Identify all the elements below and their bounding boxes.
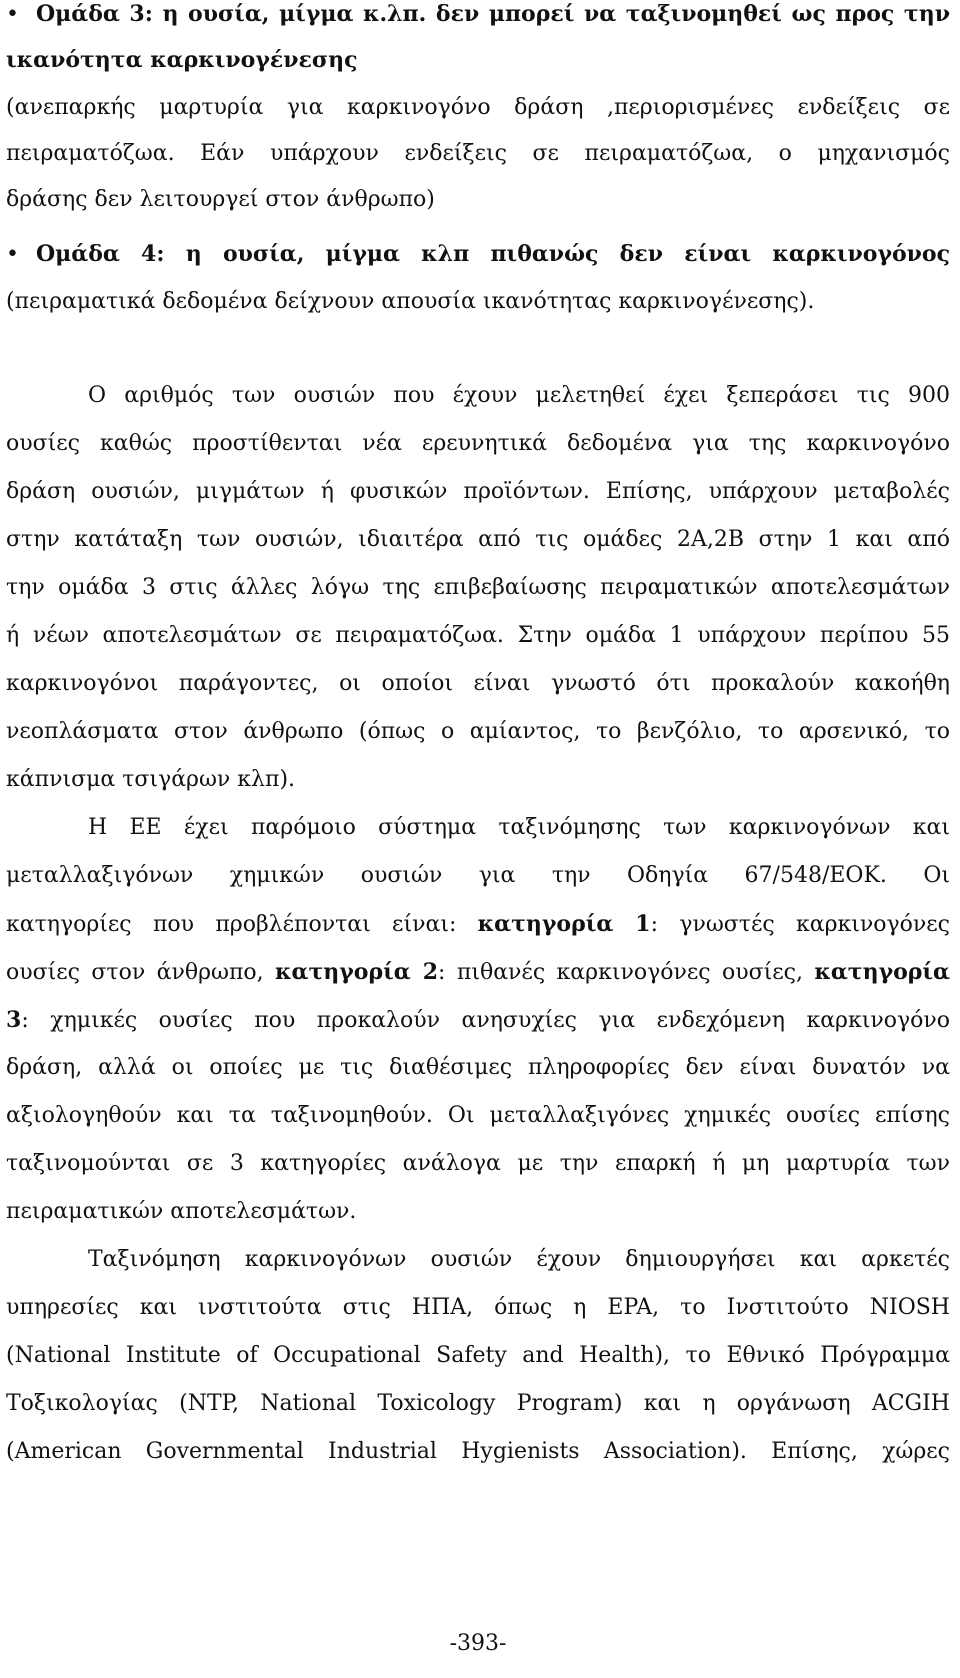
paragraph-2-line-5-text-b: : χημικές ουσίες που προκαλούν ανησυχίες για ενδεχόμενη καρκινογόνο — [21, 1008, 950, 1033]
bullet-1-heading-line-1 — [6, 0, 950, 32]
bullet-1-heading-text-1: Ομάδα 3: η ουσία, μίγμα κ.λπ. δεν μπορεί να ταξινομηθεί ως προς την — [36, 1, 950, 27]
paragraph-1-line-4: στην κατάταξη των ουσιών, ιδιαιτέρα από τις ομάδες 2Α,2Β στην 1 και από — [6, 527, 950, 552]
bullet-icon: • — [6, 242, 19, 267]
bullet-2-heading-text: Ομάδα 4: η ουσία, μίγμα κλπ πιθανώς δεν είναι καρκινογόνος — [36, 241, 950, 267]
category-1-label: κατηγορία 1 — [477, 911, 651, 937]
paragraph-3-line-3: (National Institute of Occupational Safety and Health), το Εθνικό Πρόγραμμα — [6, 1343, 950, 1368]
bullet-icon: • — [6, 2, 19, 27]
paragraph-1-line-9: κάπνισμα τσιγάρων κλπ). — [6, 767, 296, 792]
paragraph-2-line-8: ταξινομούνται σε 3 κατηγορίες ανάλογα με την επαρκή ή μη μαρτυρία των — [6, 1151, 950, 1176]
paragraph-1-line-8: νεοπλάσματα στον άνθρωπο (όπως ο αμίαντος, το βενζόλιο, το αρσενικό, το — [6, 719, 950, 744]
bullet-2-body-line: (πειραματικά δεδομένα δείχνουν απουσία ικανότητας καρκινογένεσης). — [6, 289, 815, 314]
paragraph-2-line-4-text-c: : πιθανές καρκινογόνες ουσίες, — [438, 960, 815, 985]
bullet-1-body-line-3: δράσης δεν λειτουργεί στον άνθρωπο) — [6, 187, 435, 212]
paragraph-1-line-6: ή νέων αποτελεσμάτων σε πειραματόζωα. Στην ομάδα 1 υπάρχουν περίπου 55 — [6, 623, 950, 648]
bullet-1-body-line-2: πειραματόζωα. Εάν υπάρχουν ενδείξεις σε πειραματόζωα, ο μηχανισμός — [6, 141, 950, 166]
paragraph-2-line-7: αξιολογηθούν και τα ταξινομηθούν. Οι μεταλλαξιγόνες χημικές ουσίες επίσης — [6, 1103, 950, 1128]
bullet-2-heading-line — [6, 236, 950, 272]
paragraph-2-line-3 — [6, 906, 950, 942]
paragraph-2-line-9: πειραματικών αποτελεσμάτων. — [6, 1199, 357, 1224]
paragraph-2-line-6: δράση, αλλά οι οποίες με τις διαθέσιμες πληροφορίες δεν είναι δυνατόν να — [6, 1055, 950, 1080]
paragraph-1-line-7: καρκινογόνοι παράγοντες, οι οποίοι είναι γνωστό ότι προκαλούν κακοήθη — [6, 671, 950, 696]
bullet-1-heading-line-2: ικανότητα καρκινογένεσης — [6, 47, 358, 73]
paragraph-2-line-1: Η ΕΕ έχει παρόμοιο σύστημα ταξινόμησης των καρκινογόνων και — [88, 815, 950, 840]
paragraph-1-line-2: ουσίες καθώς προστίθενται νέα ερευνητικά δεδομένα για της καρκινογόνο — [6, 431, 950, 456]
paragraph-1-line-1: Ο αριθμός των ουσιών που έχουν μελετηθεί έχει ξεπεράσει τις 900 — [88, 383, 950, 408]
paragraph-1-line-3: δράση ουσιών, μιγμάτων ή φυσικών προϊόντων. Επίσης, υπάρχουν μεταβολές — [6, 479, 950, 504]
paragraph-3-line-5: (American Governmental Industrial Hygienists Association). Επίσης, χώρες — [6, 1439, 950, 1464]
paragraph-2-line-5 — [6, 1002, 950, 1038]
paragraph-2-line-2: μεταλλαξιγόνων χημικών ουσιών για την Οδηγία 67/548/ΕΟΚ. Οι — [6, 863, 950, 888]
category-3-number: 3 — [6, 1007, 22, 1033]
paragraph-3-line-2: υπηρεσίες και ινστιτούτα στις ΗΠΑ, όπως η EPA, το Ινστιτούτο NIOSH — [6, 1295, 950, 1320]
category-2-label: κατηγορία 2 — [275, 959, 439, 985]
paragraph-2-line-4-text-a: ουσίες στον άνθρωπο, — [6, 960, 276, 985]
paragraph-3-line-1: Ταξινόμηση καρκινογόνων ουσιών έχουν δημιουργήσει και αρκετές — [88, 1247, 950, 1272]
page-number: -393- — [449, 1631, 507, 1656]
bullet-1-body-line-1: (ανεπαρκής μαρτυρία για καρκινογόνο δράση ,περιορισμένες ενδείξεις σε — [6, 95, 950, 120]
paragraph-2-line-3-text-c: : γνωστές καρκινογόνες — [650, 912, 950, 937]
category-3-label: κατηγορία — [814, 959, 950, 985]
paragraph-3-line-4: Τοξικολογίας (NTP, National Toxicology Program) και η οργάνωση ACGIH — [6, 1391, 950, 1416]
paragraph-1-line-5: την ομάδα 3 στις άλλες λόγω της επιβεβαίωσης πειραματικών αποτελεσμάτων — [6, 575, 950, 600]
paragraph-2-line-4 — [6, 954, 950, 990]
paragraph-2-line-3-text-a: κατηγορίες που προβλέπονται είναι: — [6, 912, 478, 937]
